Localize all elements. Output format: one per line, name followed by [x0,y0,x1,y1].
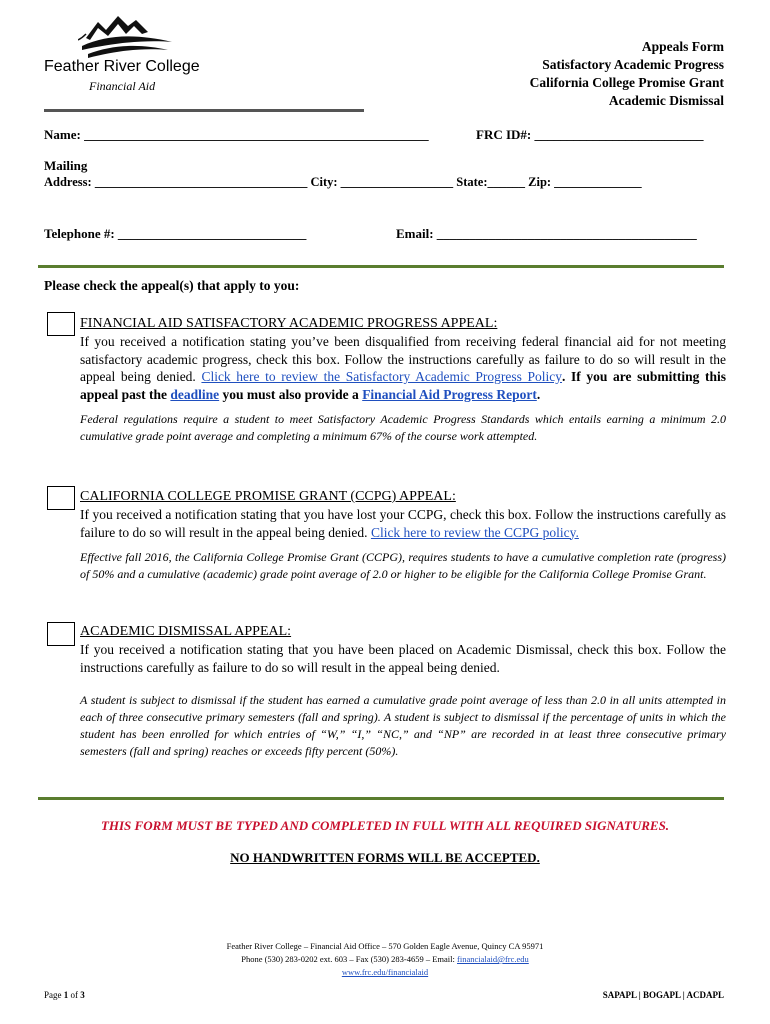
page-number [44,990,85,1000]
form-title [530,38,724,110]
instructions: Please check the appeal(s) that apply to you: [44,278,300,293]
footer-website [0,966,770,979]
name-field[interactable]: Name: _____________________________________________________ [44,127,429,142]
title-line: Satisfactory Academic Progress [542,57,724,72]
ccpg-appeal [80,488,726,583]
sap-appeal [80,315,726,445]
page-of: of [68,990,81,1000]
ccpg-appeal-title: CALIFORNIA COLLEGE PROMISE GRANT (CCPG) APPEAL: [80,489,456,504]
college-logo [78,12,178,58]
header-divider [44,109,364,112]
title-line: Academic Dismissal [608,93,724,108]
section-divider-top [38,265,724,268]
ccpg-appeal-note: Effective fall 2016, the California College Promise Grant (CCPG), requires students to have a cumulative completion rate (progress) of 50% and a cumulative (academic) grade point average of 2.0 or higher to be eligible for the California College Promise Grant. [80,550,726,581]
footer-address: Feather River College – Financial Aid Office – 570 Golden Eagle Avenue, Quincy CA 95971 [226,941,544,951]
department-name: Financial Aid [89,79,156,93]
ccpg-policy-link[interactable]: Click here to review the CCPG policy. [370,524,579,540]
sap-body-text: you must also provide a [219,386,363,402]
address-field[interactable]: Address: __________________________________ City: __________________ State:______ Zip: ______________ [44,175,642,189]
deadline-link[interactable]: deadline [170,386,220,402]
sap-body-text: . [536,386,541,402]
section-divider-bottom [38,797,724,800]
page-total: 3 [80,990,85,1000]
sap-appeal-note: Federal regulations require a student to meet Satisfactory Academic Progress Standards which entails earning a minimum 2.0 cumulative grade point average and completing a minimum 67% of the course work attempted. [80,412,726,443]
no-handwritten-notice: NO HANDWRITTEN FORMS WILL BE ACCEPTED. [230,850,540,865]
ccpg-appeal-body [80,506,726,541]
page-label: Page [44,990,64,1000]
footer-website-link[interactable]: www.frc.edu/financialaid [341,967,429,977]
typed-form-warning: THIS FORM MUST BE TYPED AND COMPLETED IN FULL WITH ALL REQUIRED SIGNATURES. [100,818,670,833]
title-line: Appeals Form [641,39,724,54]
progress-report-link[interactable]: Financial Aid Progress Report [362,386,537,402]
dismissal-appeal [80,623,726,760]
college-name: Feather River College [44,58,200,75]
sap-appeal-body [80,333,726,403]
footer-phone-fax: Phone (530) 283-0202 ext. 603 – Fax (530) 283-4659 – Email: [241,954,457,964]
footer-email-link[interactable]: financialaid@frc.edu [457,954,529,964]
title-line: California College Promise Grant [529,75,724,90]
dismissal-appeal-note: A student is subject to dismissal if the student has earned a cumulative grade point average of less than 2.0 in all units attempted in each of three consecutive primary semesters (fall and spring). A student is subject to dismissal if the percentage of units in which the student has been enrolled for which entries of “W,” “I,” “NC,” and “NP” are recorded in at least three consecutive primary semesters (fall and spring) reaches or exceeds fifty percent (50%). [80,693,726,758]
mailing-label: Mailing [44,158,88,173]
telephone-field[interactable]: Telephone #: _____________________________ [44,226,307,241]
sap-appeal-title: FINANCIAL AID SATISFACTORY ACADEMIC PROGRESS APPEAL: [80,316,498,331]
ccpg-appeal-checkbox[interactable] [47,486,75,510]
form-codes: SAPAPL | BOGAPL | ACDAPL [602,990,724,1000]
email-field[interactable]: Email: ________________________________________ [396,226,697,241]
dismissal-appeal-checkbox[interactable] [47,622,75,646]
sap-appeal-checkbox[interactable] [47,312,75,336]
sap-body-text: If you received a notification stating you’ve been disqualified from receiving federal financial aid for not meeting satisfactory academic progress, check this box. Follow the instructions carefully as failure to do so will result in the appeal being denied. [80,334,726,384]
ccpg-body-text: If you received a notification stating that you have lost your CCPG, check this box. Follow the instructions carefully as failure to do so will result in the appeal being denied. [80,507,726,540]
dismissal-appeal-body: If you received a notification stating that you have been placed on Academic Dismissal, check this box. Follow the instructions carefully as failure to do so will result in the appeal being denied. [80,642,726,675]
frc-id-field[interactable]: FRC ID#: __________________________ [476,127,704,142]
footer-contact [0,953,770,966]
page-current: 1 [63,990,69,1000]
sap-policy-link[interactable]: Click here to review the Satisfactory Academic Progress Policy [201,369,563,384]
dismissal-appeal-title: ACADEMIC DISMISSAL APPEAL: [80,624,292,639]
sap-body-text: . If you are submitting this appeal past the [80,369,726,402]
